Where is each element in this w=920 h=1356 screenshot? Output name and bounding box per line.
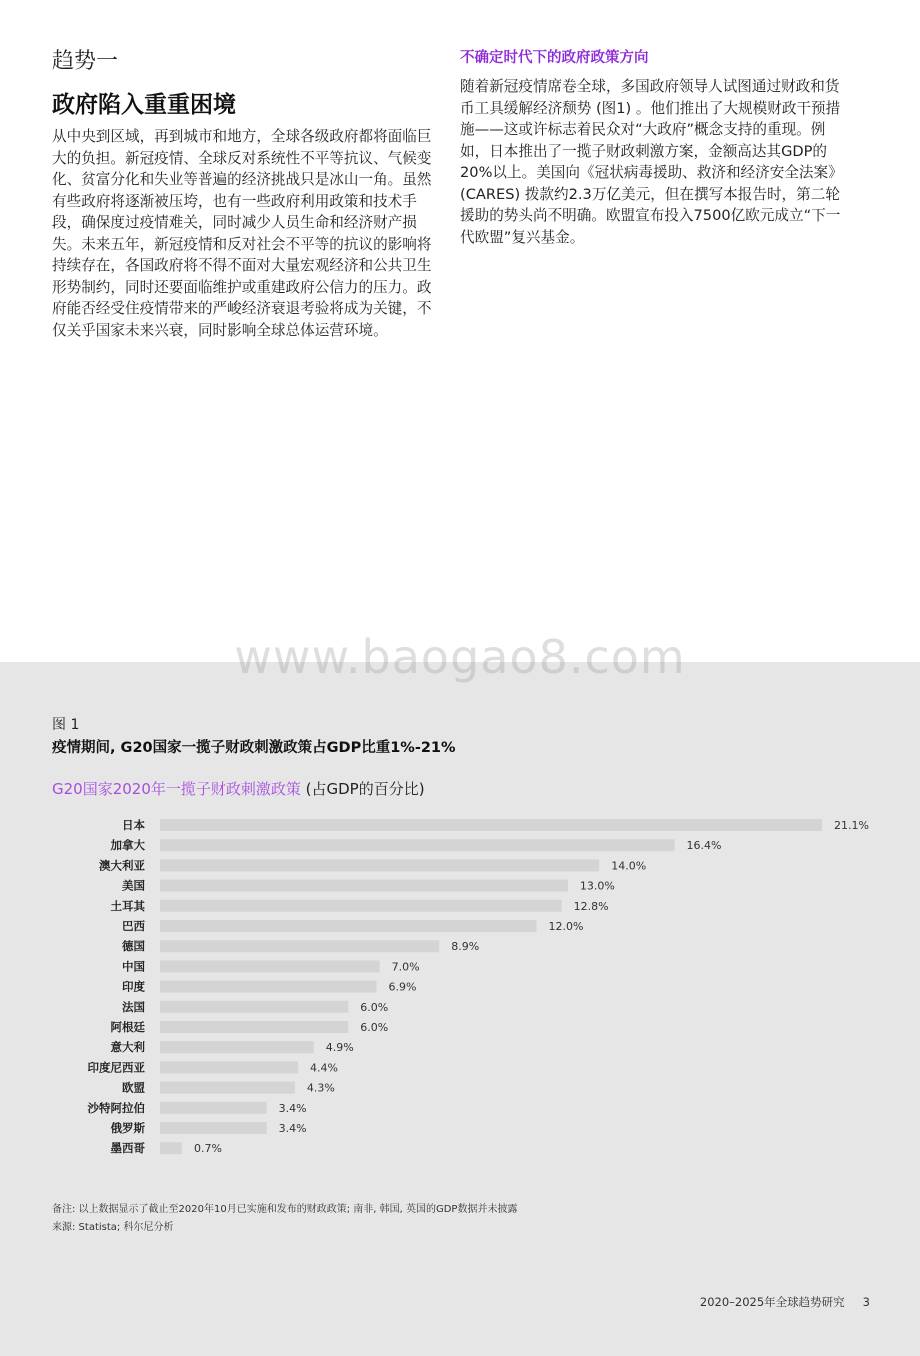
category-label: 德国: [122, 939, 145, 954]
category-label: 中国: [122, 959, 145, 974]
value-label: 12.8%: [573, 899, 609, 913]
value-label: 13.0%: [579, 879, 615, 893]
value-label: 3.4%: [278, 1101, 307, 1115]
value-label: 8.9%: [451, 940, 480, 954]
category-label: 墨西哥: [110, 1141, 145, 1156]
category-label: 美国: [122, 878, 145, 893]
figure-label: 图 1: [52, 717, 80, 733]
bar: [160, 1021, 348, 1033]
bar: [160, 859, 599, 871]
footer-report-title: 2020–2025年全球趋势研究: [699, 1295, 845, 1309]
category-label: 法国: [122, 999, 145, 1014]
bar: [160, 1122, 267, 1134]
value-label: 16.4%: [686, 839, 722, 853]
bar: [160, 900, 562, 912]
section-label: 趋势一: [52, 49, 119, 74]
category-label: 沙特阿拉伯: [87, 1100, 145, 1115]
category-label: 印度: [122, 979, 145, 994]
right-body-text: 随着新冠疫情席卷全球，多国政府领导人试图通过财政和货币工具缓解经济颓势 (图1) 。他们推出了大规模财政干预措施——这或许标志着民众对“大政府”概念支持的重现。例如，日本推出了一揽子财政刺激方案，金额高达其GDP的20%以上。美国向《冠状病毒援助、救济和经济安全法案》 (CARES) 拨款约2.3万亿美元，但在撰写本报告时，第二轮援助的势头尚不明确。欧盟宣布投入7500亿欧元成立“下一代欧盟”复兴基金。: [460, 78, 843, 246]
value-label: 6.0%: [360, 1000, 389, 1014]
value-label: 14.0%: [611, 859, 647, 873]
bar-chart: [0, 808, 920, 1168]
category-label: 土耳其: [110, 898, 145, 913]
category-label: 欧盟: [122, 1080, 145, 1095]
chart-subtitle: [52, 778, 425, 799]
value-label: 4.9%: [325, 1041, 354, 1055]
bar: [160, 880, 568, 892]
chart-source: 来源: Statista; 科尔尼分析: [52, 1222, 174, 1233]
bar: [160, 1041, 314, 1053]
category-label: 澳大利亚: [99, 858, 145, 873]
value-label: 7.0%: [391, 960, 420, 974]
bar: [160, 1061, 298, 1073]
bar: [160, 920, 536, 932]
value-label: 4.3%: [306, 1081, 335, 1095]
chart-subtitle-rest: (占GDP的百分比): [300, 780, 425, 798]
right-heading: 不确定时代下的政府政策方向: [460, 50, 649, 66]
value-label: 3.4%: [278, 1122, 307, 1135]
bar: [160, 1102, 267, 1114]
left-body-text: 从中央到区域，再到城市和地方，全球各级政府都将面临巨大的负担。新冠疫情、全球反对系统性不平等抗议、气候变化、贫富分化和失业等普遍的经济挑战只是冰山一角。虽然有些政府将逐渐被压垮，也有一些政府利用政策和技术手段，确保度过疫情难关，同时减少人员生命和经济财产损失。未来五年，新冠疫情和反对社会不平等的抗议的影响将持续存在，各国政府将不得不面对大量宏观经济和公共卫生形势制约，同时还要面临维护或重建政府公信力的压力。政府能否经受住疫情带来的严峻经济衰退考验将成为关键，不仅关乎国家未来兴衰，同时影响全球总体运营环境。: [52, 128, 432, 339]
category-label: 印度尼西亚: [87, 1060, 145, 1075]
category-label: 日本: [122, 818, 145, 832]
bar: [160, 1082, 295, 1094]
category-label: 加拿大: [110, 838, 145, 853]
category-label: 意大利: [110, 1040, 145, 1055]
value-label: 4.4%: [310, 1061, 339, 1075]
chart-subtitle-accent: G20国家2020年一揽子财政刺激政策: [52, 780, 301, 798]
bar: [160, 981, 376, 993]
chart-note: 备注: 以上数据显示了截止至2020年10月已实施和发布的财政政策; 南非, 韩国, 英国的GDP数据并未披露: [52, 1204, 518, 1215]
value-label: 21.1%: [834, 819, 869, 832]
watermark: www.baogao8.com: [234, 630, 686, 684]
value-label: 12.0%: [548, 920, 584, 933]
category-label: 巴西: [122, 919, 145, 933]
bar: [160, 1142, 182, 1154]
bar: [160, 839, 675, 851]
category-label: 阿根廷: [110, 1020, 145, 1034]
value-label: 6.9%: [388, 980, 417, 994]
section-title: 政府陷入重重困境: [52, 92, 236, 118]
bar: [160, 819, 822, 831]
category-label: 俄罗斯: [110, 1121, 145, 1135]
bar: [160, 960, 380, 972]
bar: [160, 940, 439, 952]
value-label: 6.0%: [360, 1021, 389, 1034]
page-number: 3: [862, 1295, 870, 1309]
value-label: 0.7%: [193, 1142, 222, 1156]
bar: [160, 1001, 348, 1013]
page-footer: [700, 1294, 870, 1310]
figure-title: 疫情期间, G20国家一揽子财政刺激政策占GDP比重1%-21%: [52, 740, 456, 756]
